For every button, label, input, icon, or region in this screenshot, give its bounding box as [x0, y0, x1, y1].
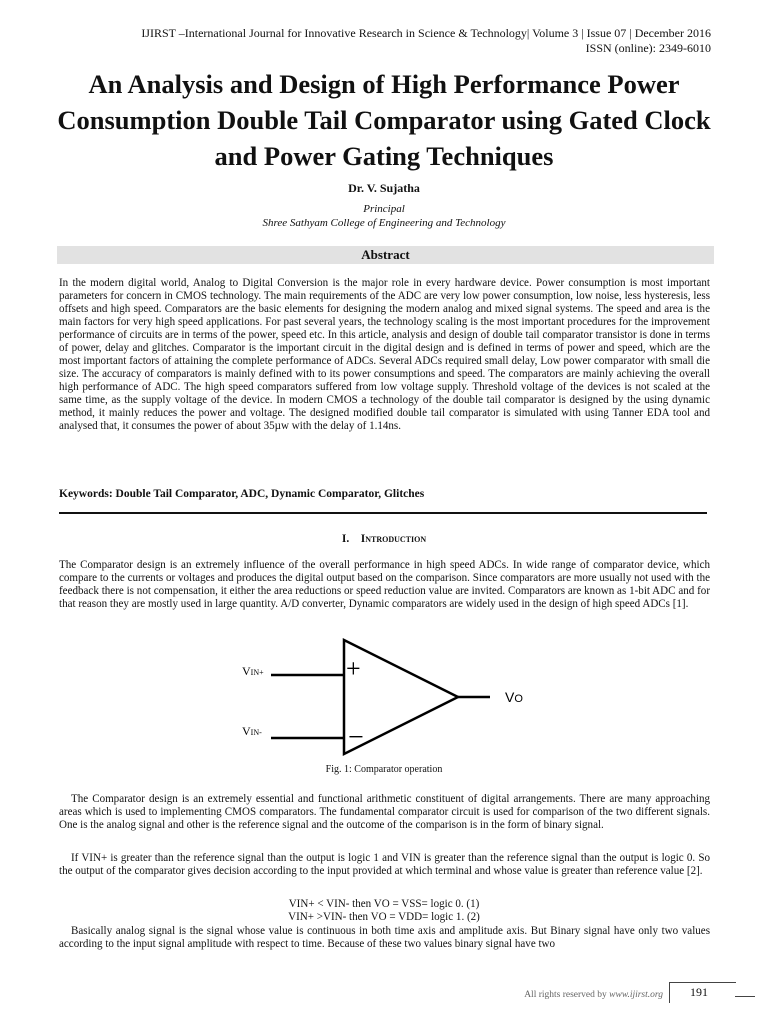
section-divider [59, 512, 707, 514]
author-name: Dr. V. Sujatha [348, 181, 420, 195]
abstract-text: In the modern digital world, Analog to Digital Conversion is the major role in every hardware device. Power consumption is most important parameters for concern in CMOS technology. The main requirements of the ADC are very low power consumption, low noise, less hysteresis, less offsets and high speed. Comparators are the basic elements for designing the modern analog and mixed signal systems. The speed and area is the main factors for very high speed applications. For past several years, the technology scaling is the most important procedures for the improvement performance of circuits are in terms of the power, speed etc. In this article, analysis and design of double tail comparator transistor is done in terms of power, delay and glitches. Comparator is the important circuit in the digital design and is defined in terms of power and speed, which are the most important factors of attaining the complete performance of ADCs. Several ADCs required small delay, Low power comparator with small die size. The accuracy of comparators is mainly defined with to its power consumptions and speed. The comparators are mainly achieving the overall high performance of ADC. The high speed comparators suffered from low voltage supply. Threshold voltage of the devices is not scaled at the same time, as the supply voltage of the device. In modern CMOS a technology of the double tail comparator is designed by the using dynamic method, it mainly reduces the power and voltage. The designed modified double tail comparator is simulated with using Tanner EDA tool and analysed that, it consumes the power of about 35µw with the delay of 1.14ns. [59, 277, 710, 432]
vo-label: VO [505, 689, 523, 705]
comparator-diagram [236, 636, 536, 760]
equation-1: VIN+ < VIN- then VO = VSS= logic 0. (1) [288, 898, 480, 910]
equation-2: VIN+ >VIN- then VO = VDD= logic 1. (2) [288, 911, 480, 923]
author-role: Principal [363, 203, 405, 215]
intro-paragraph-2: The Comparator design is an extremely essential and functional arithmetic constituent of digital arrangements. There are many approaching areas which is used to implementing CMOS comparators. The fundamental comparator circuit is used for comparison of the two different signals. One is the analog signal and other is the reference signal and the outcome of the comparison is in the form of binary signal. [59, 793, 710, 831]
issn-line: ISSN (online): 2349-6010 [585, 41, 711, 55]
paper-title: An Analysis and Design of High Performance Power Consumption Double Tail Comparator using Gated Clock and Power Gating Techniques [57, 69, 711, 171]
running-header [141, 26, 711, 56]
author-institution: Shree Sathyam College of Engineering and Technology [262, 217, 506, 229]
section-number: I. [341, 533, 350, 545]
page-number-box [669, 982, 736, 1003]
keywords: Keywords: Double Tail Comparator, ADC, Dynamic Comparator, Glitches [59, 488, 425, 500]
footer-site-link[interactable]: www.ijirst.org [609, 990, 663, 1000]
vin-plus-label: VIN+ [242, 664, 264, 678]
intro-paragraph-1: The Comparator design is an extremely influence of the overall performance in high speed ADCs. In wide range of comparator device, which compare to the currents or voltages and produces the digital output based on the comparison. Since comparators are more usually not used with the feedback there is not compensation, it either the area reductions or speed reduction value are invited. Comparators are known as 1-bit ADC and for that reason they are mostly used in large quantity. A/D converter, Dynamic comparators are widely used in the design of high speed ADCs [1]. [59, 559, 710, 610]
abstract-heading: Abstract [57, 246, 714, 264]
footer-rights: All rights reserved by www.ijirst.org [524, 990, 663, 1000]
section-heading [0, 533, 768, 545]
journal-line: IJIRST –International Journal for Innovative Research in Science & Technology| Volume 3 | Issue 07 | December 2016 [141, 26, 711, 40]
intro-paragraph-3: If VIN+ is greater than the reference signal than the output is logic 1 and VIN is greater than the reference signal than the output is logic 0. So the output of the comparator gives decision according to the input provided at which terminal and whose value is greater than reference value [2]. [59, 852, 710, 877]
page-number-tick [735, 996, 755, 997]
minus-sign: − [348, 722, 364, 753]
vin-minus-label: VIN- [242, 724, 262, 738]
page-number: 191 [690, 985, 708, 999]
plus-sign: + [346, 654, 361, 683]
intro-paragraph-4: Basically analog signal is the signal whose value is continuous in both time axis and amplitude axis. But Binary signal have only two values according to the input signal amplitude with respect to time. Because of these two values binary signal have two [59, 925, 710, 950]
section-title: Introduction [360, 533, 427, 545]
figure-caption: Fig. 1: Comparator operation [325, 764, 443, 775]
